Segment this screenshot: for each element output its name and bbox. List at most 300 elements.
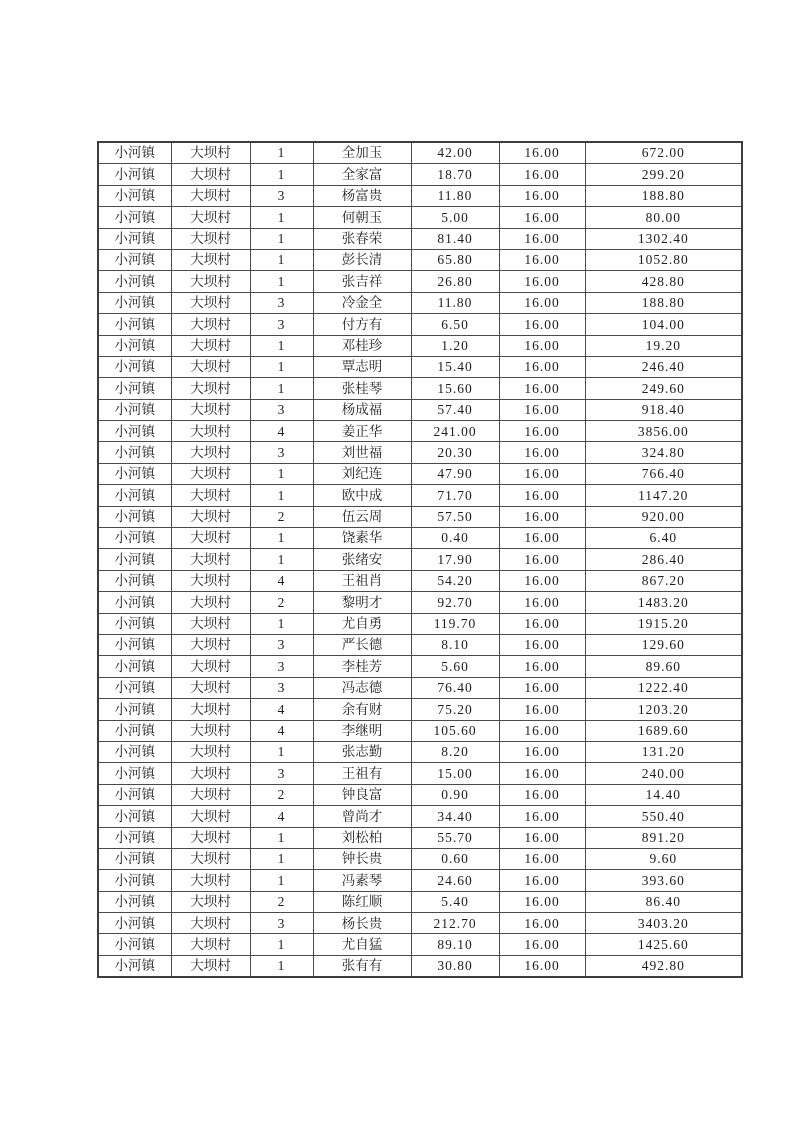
cell-name: 黎明才 bbox=[313, 592, 411, 613]
cell-village: 大坝村 bbox=[171, 463, 250, 484]
cell-town: 小河镇 bbox=[98, 271, 171, 292]
cell-group: 3 bbox=[250, 634, 313, 655]
table-row bbox=[98, 207, 742, 228]
cell-quantity: 212.70 bbox=[411, 913, 499, 934]
table-row bbox=[98, 335, 742, 356]
cell-village: 大坝村 bbox=[171, 228, 250, 249]
data-table bbox=[97, 141, 743, 978]
cell-quantity: 15.40 bbox=[411, 356, 499, 377]
table-row bbox=[98, 292, 742, 313]
cell-group: 3 bbox=[250, 442, 313, 463]
cell-amount: 1689.60 bbox=[585, 720, 742, 741]
cell-amount: 188.80 bbox=[585, 292, 742, 313]
cell-quantity: 241.00 bbox=[411, 421, 499, 442]
cell-town: 小河镇 bbox=[98, 164, 171, 185]
cell-amount: 920.00 bbox=[585, 506, 742, 527]
cell-rate: 16.00 bbox=[499, 228, 585, 249]
table-row bbox=[98, 549, 742, 570]
cell-town: 小河镇 bbox=[98, 955, 171, 977]
cell-rate: 16.00 bbox=[499, 399, 585, 420]
cell-town: 小河镇 bbox=[98, 314, 171, 335]
cell-group: 1 bbox=[250, 228, 313, 249]
cell-amount: 393.60 bbox=[585, 870, 742, 891]
cell-name: 饶素华 bbox=[313, 528, 411, 549]
table-row bbox=[98, 185, 742, 206]
cell-name: 陈红顺 bbox=[313, 891, 411, 912]
cell-quantity: 17.90 bbox=[411, 549, 499, 570]
cell-town: 小河镇 bbox=[98, 827, 171, 848]
cell-quantity: 11.80 bbox=[411, 292, 499, 313]
cell-group: 1 bbox=[250, 827, 313, 848]
cell-quantity: 71.70 bbox=[411, 485, 499, 506]
cell-amount: 891.20 bbox=[585, 827, 742, 848]
cell-village: 大坝村 bbox=[171, 314, 250, 335]
cell-amount: 3403.20 bbox=[585, 913, 742, 934]
cell-quantity: 57.40 bbox=[411, 399, 499, 420]
cell-quantity: 0.60 bbox=[411, 848, 499, 869]
cell-village: 大坝村 bbox=[171, 528, 250, 549]
cell-rate: 16.00 bbox=[499, 806, 585, 827]
cell-rate: 16.00 bbox=[499, 142, 585, 164]
cell-group: 3 bbox=[250, 913, 313, 934]
cell-town: 小河镇 bbox=[98, 784, 171, 805]
table-row bbox=[98, 634, 742, 655]
cell-name: 王祖有 bbox=[313, 763, 411, 784]
cell-amount: 1915.20 bbox=[585, 613, 742, 634]
table-row bbox=[98, 934, 742, 955]
cell-name: 何朝玉 bbox=[313, 207, 411, 228]
cell-village: 大坝村 bbox=[171, 421, 250, 442]
cell-group: 1 bbox=[250, 249, 313, 270]
cell-village: 大坝村 bbox=[171, 442, 250, 463]
cell-name: 姜正华 bbox=[313, 421, 411, 442]
cell-town: 小河镇 bbox=[98, 806, 171, 827]
cell-rate: 16.00 bbox=[499, 463, 585, 484]
cell-town: 小河镇 bbox=[98, 528, 171, 549]
cell-amount: 1302.40 bbox=[585, 228, 742, 249]
cell-group: 1 bbox=[250, 549, 313, 570]
table-row bbox=[98, 378, 742, 399]
cell-rate: 16.00 bbox=[499, 592, 585, 613]
cell-rate: 16.00 bbox=[499, 271, 585, 292]
cell-rate: 16.00 bbox=[499, 741, 585, 762]
table-row bbox=[98, 741, 742, 762]
cell-town: 小河镇 bbox=[98, 934, 171, 955]
cell-name: 尤自勇 bbox=[313, 613, 411, 634]
cell-group: 1 bbox=[250, 934, 313, 955]
cell-village: 大坝村 bbox=[171, 378, 250, 399]
cell-town: 小河镇 bbox=[98, 378, 171, 399]
table-row bbox=[98, 763, 742, 784]
cell-rate: 16.00 bbox=[499, 870, 585, 891]
cell-quantity: 57.50 bbox=[411, 506, 499, 527]
cell-group: 4 bbox=[250, 570, 313, 591]
cell-town: 小河镇 bbox=[98, 634, 171, 655]
cell-quantity: 15.00 bbox=[411, 763, 499, 784]
cell-rate: 16.00 bbox=[499, 934, 585, 955]
cell-quantity: 24.60 bbox=[411, 870, 499, 891]
cell-amount: 324.80 bbox=[585, 442, 742, 463]
cell-village: 大坝村 bbox=[171, 506, 250, 527]
cell-name: 钟长贵 bbox=[313, 848, 411, 869]
cell-village: 大坝村 bbox=[171, 271, 250, 292]
table-row bbox=[98, 142, 742, 164]
cell-village: 大坝村 bbox=[171, 142, 250, 164]
cell-quantity: 15.60 bbox=[411, 378, 499, 399]
cell-village: 大坝村 bbox=[171, 848, 250, 869]
cell-town: 小河镇 bbox=[98, 913, 171, 934]
cell-village: 大坝村 bbox=[171, 549, 250, 570]
cell-name: 王祖肖 bbox=[313, 570, 411, 591]
cell-town: 小河镇 bbox=[98, 142, 171, 164]
cell-amount: 131.20 bbox=[585, 741, 742, 762]
cell-amount: 3856.00 bbox=[585, 421, 742, 442]
cell-name: 钟良富 bbox=[313, 784, 411, 805]
cell-quantity: 5.60 bbox=[411, 656, 499, 677]
cell-amount: 9.60 bbox=[585, 848, 742, 869]
table-row bbox=[98, 613, 742, 634]
cell-rate: 16.00 bbox=[499, 185, 585, 206]
cell-village: 大坝村 bbox=[171, 249, 250, 270]
cell-name: 冷金全 bbox=[313, 292, 411, 313]
cell-quantity: 54.20 bbox=[411, 570, 499, 591]
cell-quantity: 92.70 bbox=[411, 592, 499, 613]
cell-group: 1 bbox=[250, 207, 313, 228]
cell-village: 大坝村 bbox=[171, 335, 250, 356]
cell-rate: 16.00 bbox=[499, 378, 585, 399]
cell-group: 1 bbox=[250, 741, 313, 762]
cell-rate: 16.00 bbox=[499, 699, 585, 720]
cell-rate: 16.00 bbox=[499, 891, 585, 912]
table-row bbox=[98, 955, 742, 977]
cell-group: 4 bbox=[250, 699, 313, 720]
cell-town: 小河镇 bbox=[98, 249, 171, 270]
cell-name: 全家富 bbox=[313, 164, 411, 185]
cell-village: 大坝村 bbox=[171, 570, 250, 591]
cell-group: 1 bbox=[250, 271, 313, 292]
cell-rate: 16.00 bbox=[499, 249, 585, 270]
cell-group: 2 bbox=[250, 506, 313, 527]
cell-town: 小河镇 bbox=[98, 228, 171, 249]
cell-name: 张春荣 bbox=[313, 228, 411, 249]
table-row bbox=[98, 570, 742, 591]
cell-town: 小河镇 bbox=[98, 207, 171, 228]
cell-quantity: 81.40 bbox=[411, 228, 499, 249]
cell-group: 1 bbox=[250, 955, 313, 977]
cell-town: 小河镇 bbox=[98, 720, 171, 741]
table-row bbox=[98, 271, 742, 292]
cell-amount: 188.80 bbox=[585, 185, 742, 206]
cell-name: 付方有 bbox=[313, 314, 411, 335]
cell-quantity: 1.20 bbox=[411, 335, 499, 356]
cell-village: 大坝村 bbox=[171, 399, 250, 420]
cell-rate: 16.00 bbox=[499, 913, 585, 934]
table-row bbox=[98, 720, 742, 741]
cell-town: 小河镇 bbox=[98, 399, 171, 420]
cell-name: 杨富贵 bbox=[313, 185, 411, 206]
cell-town: 小河镇 bbox=[98, 292, 171, 313]
cell-village: 大坝村 bbox=[171, 741, 250, 762]
cell-village: 大坝村 bbox=[171, 185, 250, 206]
table-row bbox=[98, 442, 742, 463]
cell-group: 2 bbox=[250, 784, 313, 805]
table-row bbox=[98, 806, 742, 827]
cell-name: 张吉祥 bbox=[313, 271, 411, 292]
cell-quantity: 55.70 bbox=[411, 827, 499, 848]
table-row bbox=[98, 592, 742, 613]
cell-town: 小河镇 bbox=[98, 506, 171, 527]
cell-name: 冯志德 bbox=[313, 677, 411, 698]
cell-group: 1 bbox=[250, 485, 313, 506]
cell-quantity: 34.40 bbox=[411, 806, 499, 827]
cell-name: 张志勤 bbox=[313, 741, 411, 762]
cell-amount: 249.60 bbox=[585, 378, 742, 399]
cell-amount: 1203.20 bbox=[585, 699, 742, 720]
cell-amount: 428.80 bbox=[585, 271, 742, 292]
cell-group: 1 bbox=[250, 613, 313, 634]
cell-quantity: 0.90 bbox=[411, 784, 499, 805]
table-row bbox=[98, 399, 742, 420]
cell-rate: 16.00 bbox=[499, 784, 585, 805]
cell-amount: 240.00 bbox=[585, 763, 742, 784]
cell-town: 小河镇 bbox=[98, 870, 171, 891]
cell-group: 2 bbox=[250, 891, 313, 912]
cell-group: 3 bbox=[250, 656, 313, 677]
cell-quantity: 89.10 bbox=[411, 934, 499, 955]
cell-village: 大坝村 bbox=[171, 870, 250, 891]
cell-amount: 918.40 bbox=[585, 399, 742, 420]
cell-town: 小河镇 bbox=[98, 185, 171, 206]
cell-village: 大坝村 bbox=[171, 763, 250, 784]
cell-amount: 672.00 bbox=[585, 142, 742, 164]
cell-rate: 16.00 bbox=[499, 656, 585, 677]
table-row bbox=[98, 228, 742, 249]
cell-quantity: 20.30 bbox=[411, 442, 499, 463]
table-row bbox=[98, 656, 742, 677]
cell-town: 小河镇 bbox=[98, 463, 171, 484]
cell-amount: 766.40 bbox=[585, 463, 742, 484]
cell-rate: 16.00 bbox=[499, 677, 585, 698]
table-row bbox=[98, 314, 742, 335]
cell-village: 大坝村 bbox=[171, 613, 250, 634]
cell-group: 4 bbox=[250, 720, 313, 741]
cell-quantity: 5.00 bbox=[411, 207, 499, 228]
cell-rate: 16.00 bbox=[499, 314, 585, 335]
cell-rate: 16.00 bbox=[499, 613, 585, 634]
cell-town: 小河镇 bbox=[98, 335, 171, 356]
cell-name: 曾尚才 bbox=[313, 806, 411, 827]
cell-rate: 16.00 bbox=[499, 335, 585, 356]
cell-town: 小河镇 bbox=[98, 848, 171, 869]
cell-quantity: 75.20 bbox=[411, 699, 499, 720]
cell-group: 3 bbox=[250, 677, 313, 698]
cell-group: 3 bbox=[250, 763, 313, 784]
cell-name: 伍云周 bbox=[313, 506, 411, 527]
table-row bbox=[98, 870, 742, 891]
cell-rate: 16.00 bbox=[499, 442, 585, 463]
cell-group: 1 bbox=[250, 142, 313, 164]
table-row bbox=[98, 463, 742, 484]
cell-amount: 19.20 bbox=[585, 335, 742, 356]
cell-village: 大坝村 bbox=[171, 913, 250, 934]
cell-quantity: 8.20 bbox=[411, 741, 499, 762]
table-row bbox=[98, 356, 742, 377]
cell-quantity: 26.80 bbox=[411, 271, 499, 292]
cell-rate: 16.00 bbox=[499, 506, 585, 527]
cell-village: 大坝村 bbox=[171, 784, 250, 805]
cell-rate: 16.00 bbox=[499, 549, 585, 570]
cell-rate: 16.00 bbox=[499, 763, 585, 784]
cell-town: 小河镇 bbox=[98, 741, 171, 762]
cell-rate: 16.00 bbox=[499, 421, 585, 442]
cell-group: 2 bbox=[250, 592, 313, 613]
cell-rate: 16.00 bbox=[499, 720, 585, 741]
cell-amount: 550.40 bbox=[585, 806, 742, 827]
cell-village: 大坝村 bbox=[171, 485, 250, 506]
cell-amount: 80.00 bbox=[585, 207, 742, 228]
cell-town: 小河镇 bbox=[98, 356, 171, 377]
table-row bbox=[98, 891, 742, 912]
cell-group: 1 bbox=[250, 164, 313, 185]
cell-group: 1 bbox=[250, 356, 313, 377]
cell-quantity: 76.40 bbox=[411, 677, 499, 698]
table-row bbox=[98, 848, 742, 869]
cell-name: 覃志明 bbox=[313, 356, 411, 377]
cell-quantity: 18.70 bbox=[411, 164, 499, 185]
cell-town: 小河镇 bbox=[98, 763, 171, 784]
cell-town: 小河镇 bbox=[98, 570, 171, 591]
cell-name: 张绪安 bbox=[313, 549, 411, 570]
cell-amount: 6.40 bbox=[585, 528, 742, 549]
cell-amount: 1222.40 bbox=[585, 677, 742, 698]
cell-name: 杨成福 bbox=[313, 399, 411, 420]
cell-quantity: 47.90 bbox=[411, 463, 499, 484]
cell-quantity: 42.00 bbox=[411, 142, 499, 164]
cell-group: 3 bbox=[250, 399, 313, 420]
cell-amount: 1052.80 bbox=[585, 249, 742, 270]
table-row bbox=[98, 913, 742, 934]
table-row bbox=[98, 485, 742, 506]
cell-quantity: 30.80 bbox=[411, 955, 499, 977]
cell-name: 严长德 bbox=[313, 634, 411, 655]
cell-town: 小河镇 bbox=[98, 613, 171, 634]
cell-rate: 16.00 bbox=[499, 164, 585, 185]
table-row bbox=[98, 784, 742, 805]
cell-rate: 16.00 bbox=[499, 356, 585, 377]
table-row bbox=[98, 506, 742, 527]
cell-group: 1 bbox=[250, 848, 313, 869]
cell-village: 大坝村 bbox=[171, 592, 250, 613]
cell-amount: 299.20 bbox=[585, 164, 742, 185]
cell-rate: 16.00 bbox=[499, 955, 585, 977]
cell-quantity: 11.80 bbox=[411, 185, 499, 206]
cell-rate: 16.00 bbox=[499, 207, 585, 228]
cell-town: 小河镇 bbox=[98, 891, 171, 912]
cell-group: 3 bbox=[250, 292, 313, 313]
cell-group: 4 bbox=[250, 421, 313, 442]
cell-quantity: 105.60 bbox=[411, 720, 499, 741]
cell-group: 1 bbox=[250, 378, 313, 399]
cell-town: 小河镇 bbox=[98, 656, 171, 677]
cell-village: 大坝村 bbox=[171, 292, 250, 313]
cell-village: 大坝村 bbox=[171, 656, 250, 677]
cell-quantity: 8.10 bbox=[411, 634, 499, 655]
cell-name: 邓桂珍 bbox=[313, 335, 411, 356]
cell-quantity: 5.40 bbox=[411, 891, 499, 912]
cell-town: 小河镇 bbox=[98, 677, 171, 698]
cell-amount: 86.40 bbox=[585, 891, 742, 912]
cell-name: 张桂琴 bbox=[313, 378, 411, 399]
cell-rate: 16.00 bbox=[499, 634, 585, 655]
table-body bbox=[98, 142, 742, 977]
cell-village: 大坝村 bbox=[171, 934, 250, 955]
cell-amount: 14.40 bbox=[585, 784, 742, 805]
cell-amount: 1425.60 bbox=[585, 934, 742, 955]
cell-rate: 16.00 bbox=[499, 848, 585, 869]
cell-town: 小河镇 bbox=[98, 442, 171, 463]
cell-town: 小河镇 bbox=[98, 421, 171, 442]
cell-group: 4 bbox=[250, 806, 313, 827]
cell-group: 1 bbox=[250, 870, 313, 891]
cell-group: 3 bbox=[250, 314, 313, 335]
cell-amount: 1147.20 bbox=[585, 485, 742, 506]
cell-name: 刘世福 bbox=[313, 442, 411, 463]
cell-amount: 104.00 bbox=[585, 314, 742, 335]
cell-quantity: 0.40 bbox=[411, 528, 499, 549]
cell-rate: 16.00 bbox=[499, 292, 585, 313]
cell-town: 小河镇 bbox=[98, 592, 171, 613]
table-row bbox=[98, 528, 742, 549]
cell-name: 欧中成 bbox=[313, 485, 411, 506]
cell-amount: 1483.20 bbox=[585, 592, 742, 613]
cell-group: 1 bbox=[250, 335, 313, 356]
table-row bbox=[98, 421, 742, 442]
cell-village: 大坝村 bbox=[171, 207, 250, 228]
cell-quantity: 65.80 bbox=[411, 249, 499, 270]
table-row bbox=[98, 249, 742, 270]
cell-name: 彭长清 bbox=[313, 249, 411, 270]
cell-name: 尤自猛 bbox=[313, 934, 411, 955]
cell-name: 冯素琴 bbox=[313, 870, 411, 891]
cell-name: 余有财 bbox=[313, 699, 411, 720]
cell-amount: 867.20 bbox=[585, 570, 742, 591]
cell-village: 大坝村 bbox=[171, 634, 250, 655]
cell-group: 1 bbox=[250, 528, 313, 549]
table-row bbox=[98, 699, 742, 720]
cell-village: 大坝村 bbox=[171, 356, 250, 377]
cell-rate: 16.00 bbox=[499, 485, 585, 506]
cell-name: 刘纪连 bbox=[313, 463, 411, 484]
cell-name: 张有有 bbox=[313, 955, 411, 977]
cell-town: 小河镇 bbox=[98, 549, 171, 570]
cell-village: 大坝村 bbox=[171, 955, 250, 977]
cell-quantity: 119.70 bbox=[411, 613, 499, 634]
cell-name: 杨长贵 bbox=[313, 913, 411, 934]
cell-quantity: 6.50 bbox=[411, 314, 499, 335]
cell-town: 小河镇 bbox=[98, 699, 171, 720]
cell-amount: 89.60 bbox=[585, 656, 742, 677]
cell-village: 大坝村 bbox=[171, 891, 250, 912]
cell-village: 大坝村 bbox=[171, 827, 250, 848]
cell-village: 大坝村 bbox=[171, 164, 250, 185]
cell-name: 李继明 bbox=[313, 720, 411, 741]
cell-name: 全加玉 bbox=[313, 142, 411, 164]
cell-group: 3 bbox=[250, 185, 313, 206]
cell-name: 李桂芳 bbox=[313, 656, 411, 677]
table-row bbox=[98, 827, 742, 848]
cell-name: 刘松柏 bbox=[313, 827, 411, 848]
cell-amount: 492.80 bbox=[585, 955, 742, 977]
